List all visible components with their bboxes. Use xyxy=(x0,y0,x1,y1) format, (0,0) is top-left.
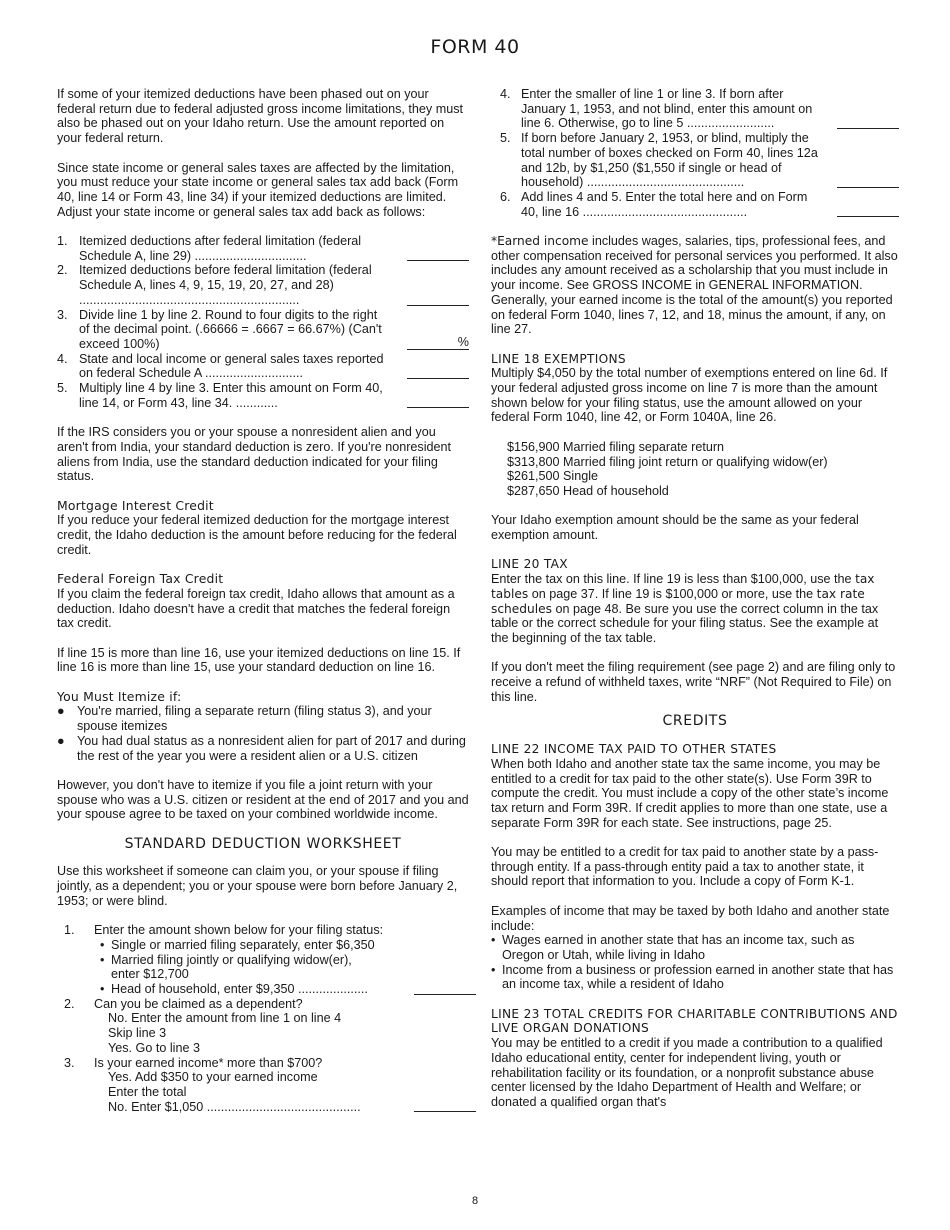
dependent-options xyxy=(64,1011,469,1055)
amount-blank[interactable] xyxy=(837,202,899,217)
line-text: State and local income or general sales taxes reported on federal Schedule A ............................ xyxy=(79,351,384,381)
list-item-text: Married filing jointly or qualifying widow(er), enter $12,700 xyxy=(111,952,352,982)
percent-blank[interactable]: % xyxy=(407,335,469,350)
worksheet-line xyxy=(491,87,899,131)
amount-blank[interactable] xyxy=(407,393,469,408)
list-item: $313,800 Married filing joint return or qualifying widow(er) xyxy=(507,454,828,469)
earned-income-options xyxy=(64,1070,469,1114)
line20-text-part: on page 37. If line 19 is $100,000 or more, use the xyxy=(528,586,817,601)
earned-income-text: includes wages, salaries, tips, professional fees, and other compensation received for personal services you performed. It also includes any amount received as a scholarship that you must include in your income. See GROSS INCOME in GENERAL INFORMATION. Generally, your earned income is the total of the amount(s) you reported on federal Form 1040, lines 7, 12, and 18, minus the amount, if any, on line 27. xyxy=(491,234,898,337)
list-item xyxy=(57,734,469,763)
line20-text-part: Enter the tax on this line. If line 19 is less than $100,000, use the xyxy=(491,572,856,587)
standard-deduction-worksheet xyxy=(57,923,469,1114)
must-itemize-heading: You Must Itemize if: xyxy=(57,688,182,704)
line-number: 4. xyxy=(57,351,68,366)
line20-text-part: on page 48. Be sure you use the correct column in the tax table or the correct schedule for your filing status. See the example at the beginning of the tax table. xyxy=(491,601,879,645)
examples-list xyxy=(491,933,899,992)
worksheet-line xyxy=(57,263,469,307)
line-text: Itemized deductions after federal limitation (federal Schedule A, line 29) ................................ xyxy=(79,234,362,263)
bullet-icon: • xyxy=(491,933,496,948)
earned-income-term: *Earned income xyxy=(491,234,589,249)
option-yes: Yes. Add $350 to your earned income xyxy=(108,1070,318,1085)
option-enter-total: Enter the total xyxy=(108,1084,187,1099)
list-item-text: Head of household, enter $9,350 .................... xyxy=(111,982,368,997)
bullet-icon: • xyxy=(100,952,105,967)
list-item-text: Single or married filing separately, enter $6,350 xyxy=(111,937,375,952)
nonresident-paragraph: If the IRS considers you or your spouse a nonresident alien and you aren't from India, your standard deduction is zero. If you're nonresident aliens from India, use the standard deduction indicated for your filing status. xyxy=(57,425,452,484)
line-text: Can you be claimed as a dependent? xyxy=(94,996,303,1011)
line-number: 1. xyxy=(64,923,75,938)
worksheet-line xyxy=(57,352,469,381)
line-number: 1. xyxy=(57,234,68,248)
list-item-text: Income from a business or profession earned in another state that has an income tax, while a resident of Idaho xyxy=(502,962,894,992)
examples-intro: Examples of income that may be taxed by both Idaho and another state include: xyxy=(491,903,890,933)
tax-rate-schedules-term: tax rate schedules xyxy=(491,586,865,616)
list-item-text: You had dual status as a nonresident alien for part of 2017 and during the rest of the year you were a resident alien or a U.S. citizen xyxy=(77,733,466,763)
earned-income-definition xyxy=(491,234,899,337)
left-column xyxy=(57,87,469,1114)
foreign-tax-credit-heading: Federal Foreign Tax Credit xyxy=(57,571,224,587)
line20-text xyxy=(491,572,899,646)
page-title: FORM 40 xyxy=(430,36,520,58)
line-number: 2. xyxy=(64,996,75,1011)
line-number: 4. xyxy=(500,87,511,101)
amount-blank[interactable] xyxy=(407,291,469,306)
bullet-icon: • xyxy=(491,962,496,977)
amount-blank[interactable] xyxy=(407,246,469,261)
list-item xyxy=(100,982,469,997)
list-item: $287,650 Head of household xyxy=(507,483,669,498)
bullet-icon: ● xyxy=(57,704,65,719)
line-text: Enter the smaller of line 1 or line 3. If born after January 1, 1953, and not blind, enter this amount on line 6. Otherwise, go to line 5 ......................... xyxy=(521,87,813,131)
option-no xyxy=(108,1100,469,1115)
foreign-tax-credit-text: If you claim the federal foreign tax credit, Idaho allows that amount as a deduction. Idaho doesn't have a credit that matches the federal foreign tax credit. xyxy=(57,586,455,631)
mortgage-credit-heading: Mortgage Interest Credit xyxy=(57,497,214,513)
line-number: 6. xyxy=(500,189,511,204)
option-skip: Skip line 3 xyxy=(108,1026,167,1041)
line-number: 5. xyxy=(57,381,68,396)
line18-text: Multiply $4,050 by the total number of exemptions entered on line 6d. If your federal adjusted gross income on line 7 is more than the amount shown below for your filing status, use the amount allowed on your federal Form 1040, line 42, or Form 1040A, line 26. xyxy=(491,366,888,425)
option-no: No. Enter the amount from line 1 on line 4 xyxy=(108,1011,342,1026)
amount-blank[interactable] xyxy=(414,1097,476,1112)
list-item xyxy=(57,704,469,733)
agi-threshold-list xyxy=(491,440,899,499)
right-column xyxy=(491,87,899,1124)
worksheet-line xyxy=(64,1056,469,1071)
list-item xyxy=(491,933,899,962)
worksheet-line xyxy=(491,190,899,219)
phaseout-paragraph: If some of your itemized deductions have been phased out on your federal return due to federal adjusted gross income limitations, they must also be phased out on your Idaho return. Use the amount reported on your federal return. xyxy=(57,87,464,146)
list-item: $261,500 Single xyxy=(507,469,599,484)
exemption-note: Your Idaho exemption amount should be the same as your federal exemption amount. xyxy=(491,513,859,543)
line-text: Multiply line 4 by line 3. Enter this amount on Form 40, line 14, or Form 43, line 34. ............ xyxy=(79,381,383,410)
mortgage-credit-text: If you reduce your federal itemized deduction for the mortgage interest credit, the Idaho deduction is the amount before reducing for the federal credit. xyxy=(57,513,457,557)
line22-heading: LINE 22 INCOME TAX PAID TO OTHER STATES xyxy=(491,742,777,757)
line20-heading: LINE 20 TAX xyxy=(491,557,568,572)
line-text: Itemized deductions before federal limitation (federal Schedule A, lines 4, 9, 15, 19, 20, 27, and 28) ............................................................... xyxy=(79,263,372,307)
list-item xyxy=(100,938,469,953)
tax-tables-term: tax tables xyxy=(491,572,875,601)
line22-text: When both Idaho and another state tax the same income, you may be entitled to a credit for tax paid to the other state(s). Use Form 39R to compute the credit. You must include a copy of the other state’s income tax return and Form 39R. If credit applies to more than one state, use a separate Form 39R for each state. See instructions, page 25. xyxy=(491,756,889,830)
nrf-paragraph: If you don't meet the filing requirement (see page 2) and are filing only to receive a refund of withheld taxes, write “NRF” (Not Required to File) on this line. xyxy=(491,660,896,704)
list-item-text: You're married, filing a separate return (filing status 3), and your spouse itemizes xyxy=(77,704,432,734)
joint-return-paragraph: However, you don't have to itemize if you file a joint return with your spouse who was a U.S. citizen or resident at the end of 2017 and you and your spouse agree to be taxed on your combined worldwide income. xyxy=(57,777,469,822)
worksheet-line xyxy=(64,997,469,1012)
standard-deduction-intro: Use this worksheet if someone can claim you, or your spouse if filing jointly, as a dependent; you or your spouse were born before January 2, 1953; or were blind. xyxy=(57,864,458,908)
line-number: 5. xyxy=(500,131,511,146)
line-text: Is your earned income* more than $700? xyxy=(94,1055,323,1070)
line-text: Divide line 1 by line 2. Round to four digits to the right of the decimal point. (.66666 = .6667 = 66.67%) (Can't exceed 100%) xyxy=(79,307,382,351)
line23-text: You may be entitled to a credit if you made a contribution to a qualified Idaho educational entity, center for independent living, youth or rehabilitation facility or its foundation, or a nonprofit substance abuse center licensed by the Idaho Department of Health and Welfare; or donated a qualified organ that's xyxy=(491,1036,883,1109)
standard-deduction-worksheet-heading: STANDARD DEDUCTION WORKSHEET xyxy=(124,835,402,852)
line-number: 3. xyxy=(57,307,68,322)
worksheet-line xyxy=(57,308,469,352)
list-item-text: Wages earned in another state that has an income tax, such as Oregon or Utah, while living in Idaho xyxy=(502,933,855,962)
bullet-icon: • xyxy=(100,982,105,997)
amount-blank[interactable] xyxy=(407,364,469,379)
credits-heading: CREDITS xyxy=(662,713,728,730)
line-text: Add lines 4 and 5. Enter the total here and on Form 40, line 16 ............................................... xyxy=(521,189,808,219)
line15-line16-paragraph: If line 15 is more than line 16, use your itemized deductions on line 15. If line 16 is more than line 15, use your standard deduction on line 16. xyxy=(57,645,461,675)
must-itemize-list xyxy=(57,704,469,763)
page-number: 8 xyxy=(471,1195,479,1207)
pass-through-paragraph: You may be entitled to a credit for tax paid to another state by a pass-through entity. If a pass-through entity paid a tax to another state, it should report that information to you. Include a copy of Form K-1. xyxy=(491,845,879,889)
line23-heading: LINE 23 TOTAL CREDITS FOR CHARITABLE CONTRIBUTIONS AND LIVE ORGAN DONATIONS xyxy=(491,1006,898,1036)
line-text: If born before January 2, 1953, or blind, multiply the total number of boxes checked on Form 40, lines 12a and 12b, by $1,250 ($1,550 if single or head of household) ............................................. xyxy=(521,131,818,190)
filing-status-list xyxy=(100,938,469,997)
worksheet-line xyxy=(64,923,469,938)
list-item xyxy=(100,953,381,982)
line18-heading: LINE 18 EXEMPTIONS xyxy=(491,351,626,366)
list-item xyxy=(491,963,899,992)
worksheet-line xyxy=(491,131,899,190)
bullet-icon: • xyxy=(100,937,105,952)
bullet-icon: ● xyxy=(57,733,65,748)
amount-blank[interactable] xyxy=(414,980,476,995)
list-item: $156,900 Married filing separate return xyxy=(507,439,725,454)
amount-blank[interactable] xyxy=(837,114,899,129)
line-number: 2. xyxy=(57,263,68,278)
worksheet-line xyxy=(57,234,469,263)
standard-deduction-worksheet-continued xyxy=(491,87,899,219)
sales-tax-paragraph: Since state income or general sales taxes are affected by the limitation, you must reduce your state income or general sales tax add back (Form 40, line 14 or Form 43, line 34) if your itemized deductions are limited. Adjust your state income or general sales tax add back as follows: xyxy=(57,160,459,219)
option-no-text: No. Enter $1,050 ............................................ xyxy=(108,1099,361,1114)
amount-blank[interactable] xyxy=(837,173,899,188)
worksheet-line xyxy=(57,381,469,410)
line-text: Enter the amount shown below for your filing status: xyxy=(94,923,384,938)
sales-tax-worksheet xyxy=(57,234,469,410)
option-yes: Yes. Go to line 3 xyxy=(108,1040,200,1055)
line-number: 3. xyxy=(64,1055,75,1070)
